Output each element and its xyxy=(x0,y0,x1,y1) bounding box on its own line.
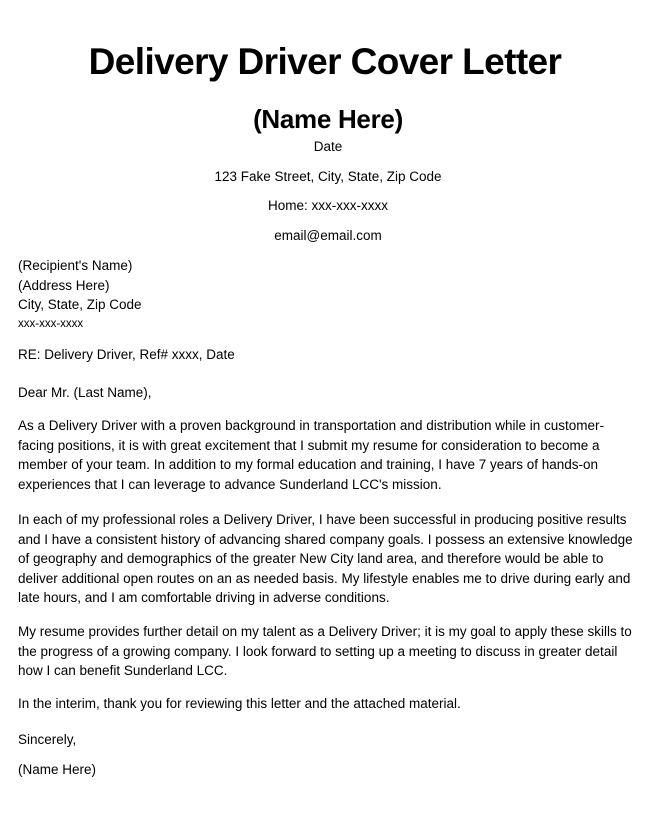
paragraph-1: As a Delivery Driver with a proven background in transportation and distribution while in customer-facing positions, it is with great excitement that I submit my resume for consideration to become a member of your team. In addition to my formal education and training, I have 7 years of hands-on experiences that I can leverage to advance Sunderland LCC's mission. xyxy=(18,418,605,492)
paragraph-3: My resume provides further detail on my talent as a Delivery Driver; it is my goal to apply these skills to the progress of a growing company. I look forward to setting up a meeting to discuss in greater detail how I can benefit Sunderland LCC. xyxy=(18,624,632,678)
salutation: Dear Mr. (Last Name), xyxy=(18,385,152,400)
recipient-city: City, State, Zip Code xyxy=(18,297,142,312)
paragraph-2: In each of my professional roles a Delivery Driver, I have been successful in producing positive results and I have a consistent history of advancing shared company goals. I possess an extensive knowledge of geography and demographics of the greater New City land area, and therefore would be able to deliver additional open routes on an as needed basis. My lifestyle enables me to drive during early and late hours, and I am comfortable driving in adverse conditions. xyxy=(18,512,633,605)
paragraph-4: In the interim, thank you for reviewing this letter and the attached material. xyxy=(18,696,461,711)
applicant-name: (Name Here) xyxy=(253,104,403,134)
re-line: RE: Delivery Driver, Ref# xxxx, Date xyxy=(18,347,235,362)
closing: Sincerely, xyxy=(18,732,77,747)
email-address: email@email.com xyxy=(274,228,382,243)
date-line: Date xyxy=(313,139,343,154)
recipient-phone: xxx-xxx-xxxx xyxy=(18,317,84,330)
home-phone: Home: xxx-xxx-xxxx xyxy=(267,198,388,213)
document-title: Delivery Driver Cover Letter xyxy=(88,41,562,82)
recipient-name: (Recipient's Name) xyxy=(18,258,133,273)
recipient-block xyxy=(18,256,142,334)
signature: (Name Here) xyxy=(18,762,97,777)
street-address: 123 Fake Street, City, State, Zip Code xyxy=(214,169,442,184)
recipient-address: (Address Here) xyxy=(18,277,110,293)
